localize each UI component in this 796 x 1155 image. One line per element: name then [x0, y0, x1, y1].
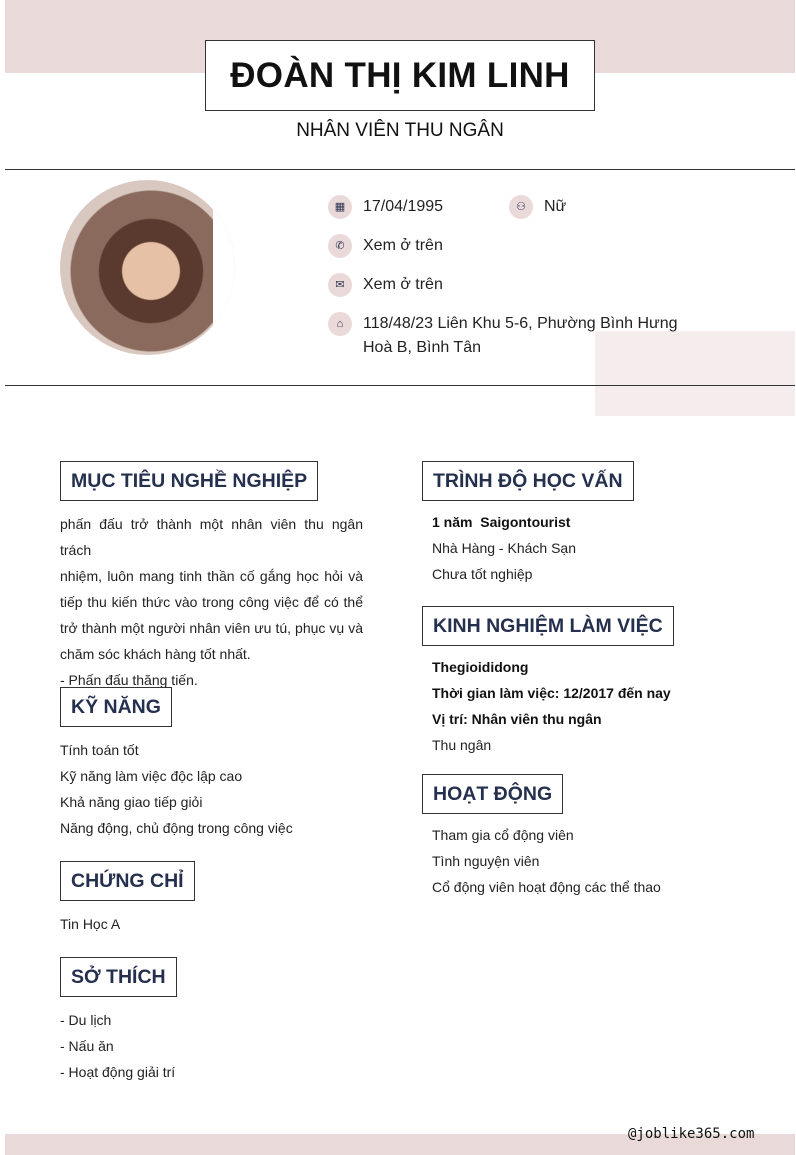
home-icon: ⌂: [328, 312, 352, 336]
phone-text: Xem ở trên: [363, 237, 443, 254]
education-school: Saigontourist: [480, 514, 571, 530]
objective-line: chăm sóc khách hàng tốt nhất.: [60, 646, 251, 662]
contact-phone: [328, 234, 443, 258]
experience-period: Thời gian làm việc: 12/2017 đến nay: [432, 685, 671, 701]
birthday-text: 17/04/1995: [363, 198, 444, 215]
divider-top: [5, 169, 795, 170]
education-details: [432, 509, 772, 587]
objective-title: MỤC TIÊU NGHỀ NGHIỆP: [60, 461, 318, 501]
experience-position: Vị trí: Nhân viên thu ngân: [432, 711, 602, 727]
contact-birthday: [328, 195, 443, 219]
skills-list: [60, 737, 380, 841]
contact-address: [328, 312, 678, 360]
calendar-icon: ▦: [328, 195, 352, 219]
objective-line: - Phấn đấu thăng tiến.: [60, 672, 198, 688]
envelope-icon: ✉: [328, 273, 352, 297]
experience-company: Thegioididong: [432, 659, 529, 675]
certificates-title: CHỨNG CHỈ: [60, 861, 195, 901]
activities-title: HOẠT ĐỘNG: [422, 774, 563, 814]
objective-text: [60, 511, 363, 693]
skills-title: KỸ NĂNG: [60, 687, 172, 727]
experience-description: Thu ngân: [432, 737, 492, 753]
certificate-item: Tin Học A: [60, 916, 121, 932]
activity-item: Cổ động viên hoạt động các thể thao: [432, 879, 661, 895]
hobby-item: - Hoạt động giải trí: [60, 1064, 176, 1080]
name-box: [205, 40, 595, 111]
candidate-name: ĐOÀN THỊ KIM LINH: [230, 55, 570, 95]
address-line-1: 118/48/23 Liên Khu 5-6, Phường Bình Hưng: [363, 315, 678, 332]
education-title: TRÌNH ĐỘ HỌC VẤN: [422, 461, 634, 501]
avatar: [60, 180, 235, 355]
objective-line: phấn đấu trở thành một nhân viên thu ngân trách: [60, 516, 363, 558]
hobbies-list: [60, 1007, 380, 1085]
skill-item: Tính toán tốt: [60, 742, 139, 758]
job-title: NHÂN VIÊN THU NGÂN: [296, 120, 504, 141]
hobby-item: - Nấu ăn: [60, 1038, 114, 1054]
activity-item: Tham gia cổ động viên: [432, 827, 574, 843]
education-duration: 1 năm: [432, 514, 473, 530]
skill-item: Năng động, chủ động trong công việc: [60, 820, 293, 836]
contact-gender: [509, 195, 566, 219]
skill-item: Khả năng giao tiếp giỏi: [60, 794, 203, 810]
gender-icon: ⚇: [509, 195, 533, 219]
activities-list: [432, 822, 772, 900]
skill-item: Kỹ năng làm việc độc lập cao: [60, 768, 243, 784]
email-text: Xem ở trên: [363, 276, 443, 293]
experience-details: [432, 654, 772, 758]
phone-icon: ✆: [328, 234, 352, 258]
objective-line: tiếp thu kiến thức vào trong công việc để có thể: [60, 594, 363, 610]
experience-title: KINH NGHIỆM LÀM VIỆC: [422, 606, 674, 646]
footer-website: @joblike365.com: [628, 1126, 755, 1142]
contact-email: [328, 273, 443, 297]
hobby-item: - Du lịch: [60, 1012, 112, 1028]
activity-item: Tình nguyện viên: [432, 853, 540, 869]
objective-line: trở thành một người nhân viên ưu tú, phục vụ và: [60, 620, 363, 636]
divider-bottom: [5, 385, 795, 386]
address-line-2: Hoà B, Bình Tân: [363, 339, 481, 356]
certificates-list: [60, 911, 380, 937]
gender-text: Nữ: [544, 198, 567, 215]
education-heading: [432, 509, 772, 535]
hobbies-title: SỞ THÍCH: [60, 957, 177, 997]
education-status: Chưa tốt nghiệp: [432, 566, 533, 582]
education-major: Nhà Hàng - Khách Sạn: [432, 540, 576, 556]
objective-line: nhiệm, luôn mang tinh thần cố gắng học hỏi và: [60, 568, 363, 584]
